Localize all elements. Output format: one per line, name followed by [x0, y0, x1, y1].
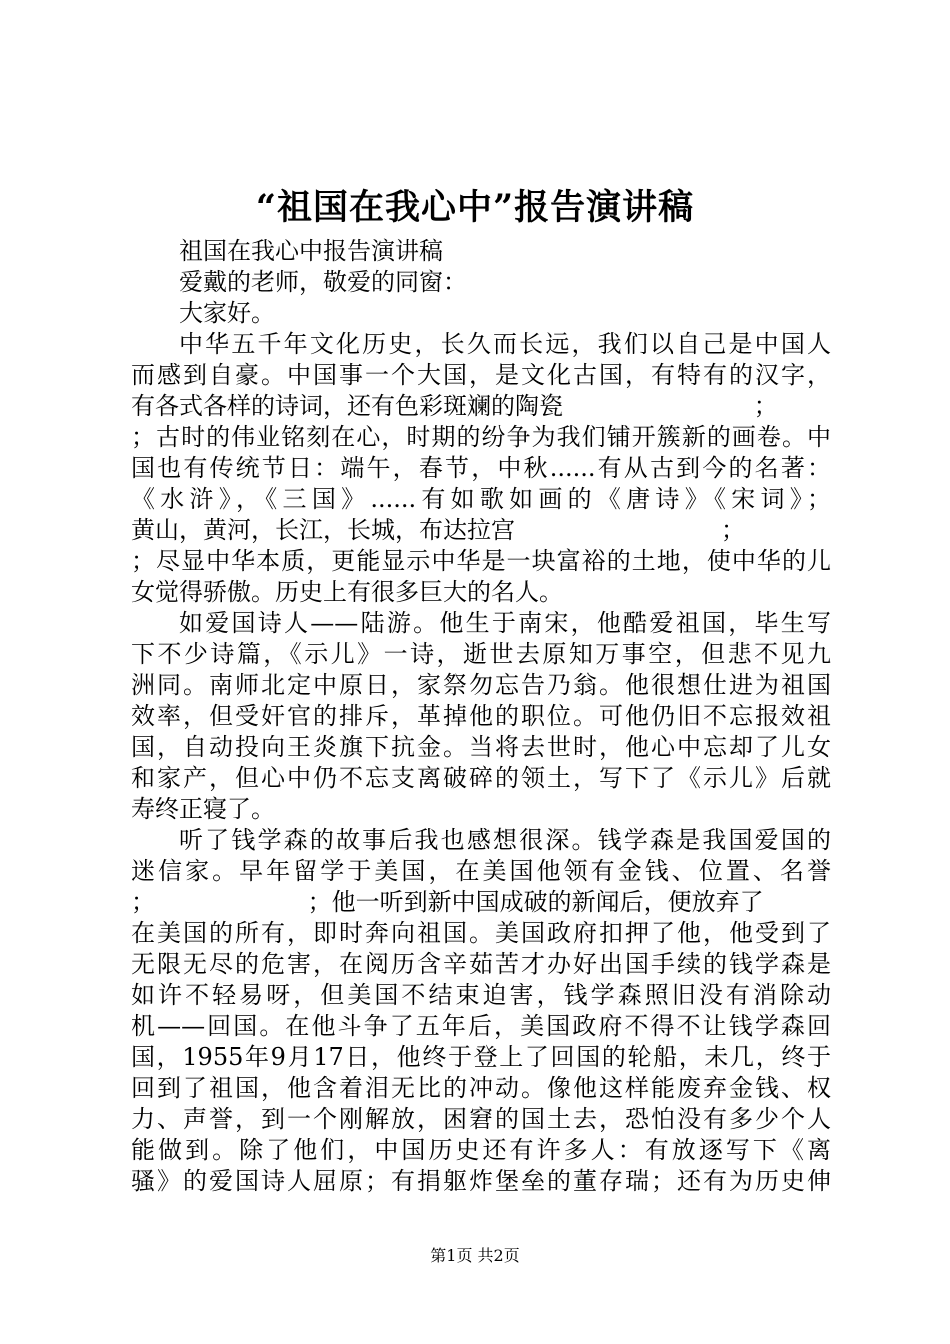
body-line: 和家产，但心中仍不忘支离破碎的领土，写下了《示儿》后就: [131, 764, 831, 792]
body-line: 迷信家。早年留学于美国，在美国他领有金钱、位置、名誉: [131, 857, 831, 885]
body-line: 国，1955年9月17日，他终于登上了回国的轮船，未几，终于: [131, 1043, 831, 1071]
body-line: 祖国在我心中报告演讲稿: [179, 237, 443, 265]
body-line: 大家好。: [179, 299, 275, 327]
body-line: 而感到自豪。中国事一个大国，是文化古国，有特有的汉字，: [131, 361, 831, 389]
body-line: 国，自动投向王炎旗下抗金。当将去世时，他心中忘却了儿女: [131, 733, 831, 761]
body-line: 听了钱学森的故事后我也感想很深。钱学森是我国爱国的: [179, 826, 831, 854]
body-line: 洲同。南师北定中原日，家祭勿忘告乃翁。他很想仕进为祖国: [131, 671, 831, 699]
body-line: ； ；他一听到新中国成破的新闻后，便放弃了: [131, 888, 764, 916]
body-line: 在美国的所有，即时奔向祖国。美国政府扣押了他，他受到了: [131, 919, 831, 947]
body-line: 无限无尽的危害，在阅历含辛茹苦才办好出国手续的钱学森是: [131, 950, 831, 978]
document-body: [131, 236, 831, 1197]
body-line: 机——回国。在他斗争了五年后，美国政府不得不让钱学森回: [131, 1012, 831, 1040]
body-line: 寿终正寝了。: [131, 795, 275, 823]
body-line: 力、声誉，到一个刚解放，困窘的国土去，恐怕没有多少个人: [131, 1105, 831, 1133]
body-line: 骚》的爱国诗人屈原；有捐躯炸堡垒的董存瑞；还有为历史伸: [131, 1167, 831, 1195]
body-line: ；尽显中华本质，更能显示中华是一块富裕的土地，使中华的儿: [131, 547, 831, 575]
body-line: 效率，但受奸官的排斥，革掉他的职位。可他仍旧不忘报效祖: [131, 702, 831, 730]
body-line: 下不少诗篇，《示儿》一诗，逝世去原知万事空，但悲不见九: [131, 640, 831, 668]
body-line: 如爱国诗人——陆游。他生于南宋，他酷爱祖国，毕生写: [179, 609, 831, 637]
body-line: 《水浒》，《三国》......有如歌如画的《唐诗》《宋词》；: [131, 485, 831, 513]
body-line: 有各式各样的诗词，还有色彩斑斓的陶瓷 ；: [131, 392, 778, 420]
body-line: 中华五千年文化历史，长久而长远，我们以自己是中国人: [179, 330, 831, 358]
body-line: 国也有传统节日：端午，春节，中秋......有从古到今的名著：: [131, 454, 831, 482]
body-line: ；古时的伟业铭刻在心，时期的纷争为我们铺开簇新的画卷。中: [131, 423, 831, 451]
body-line: 爱戴的老师，敬爱的同窗：: [179, 268, 467, 296]
body-line: 女觉得骄傲。历史上有很多巨大的名人。: [131, 578, 563, 606]
page-footer: 第1页 共2页: [430, 1246, 520, 1265]
body-line: 回到了祖国，他含着泪无比的冲动。像他这样能废弃金钱、权: [131, 1074, 831, 1102]
body-line: 如许不轻易呀，但美国不结束迫害，钱学森照旧没有消除动: [131, 981, 831, 1009]
document-title: “祖国在我心中”报告演讲稿: [255, 187, 695, 228]
body-line: 黄山，黄河，长江，长城，布达拉宫 ；: [131, 516, 745, 544]
body-line: 能做到。除了他们，中国历史还有许多人：有放逐写下《离: [131, 1136, 831, 1164]
